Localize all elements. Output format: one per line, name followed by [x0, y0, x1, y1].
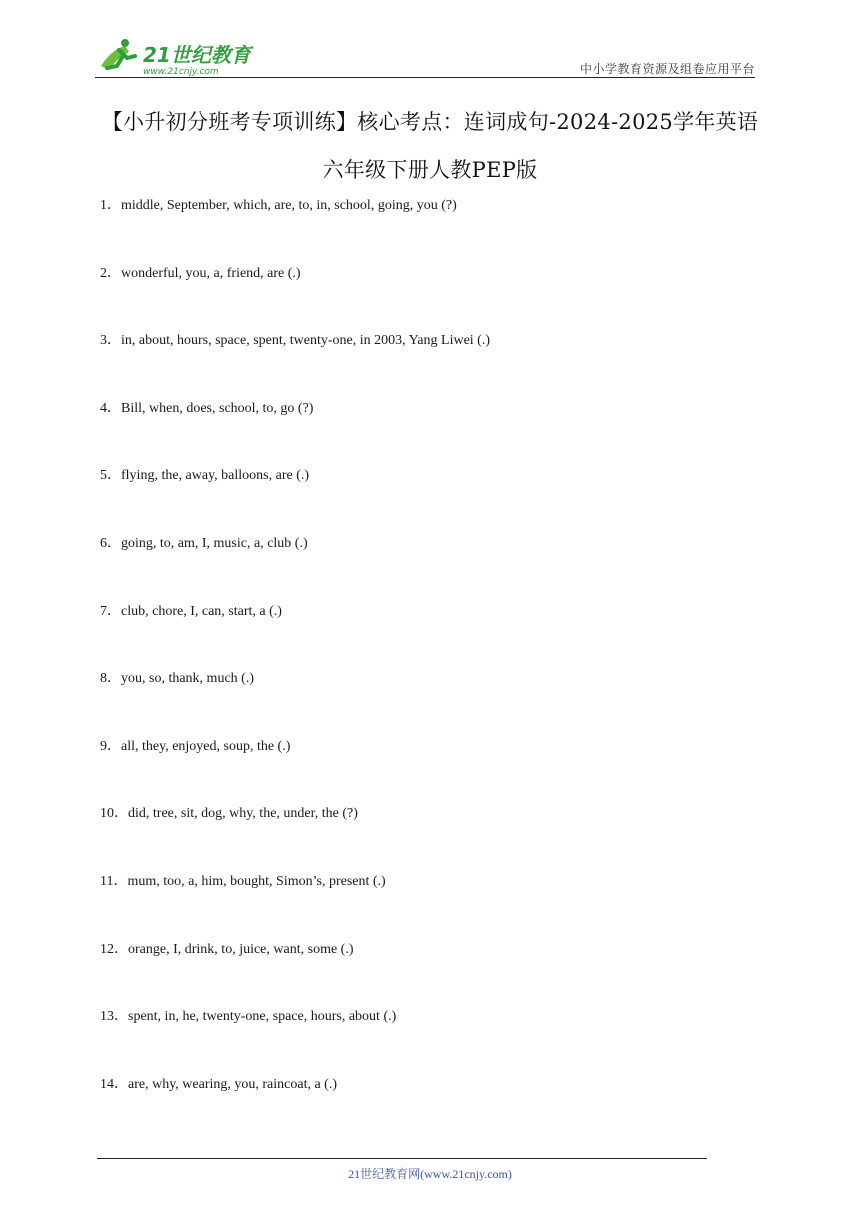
question-text: flying, the, away, balloons, are (.) — [121, 468, 310, 484]
question-item — [100, 804, 490, 872]
question-number: 2． — [100, 265, 121, 281]
question-item — [100, 737, 490, 805]
question-text: going, to, am, I, music, a, club (.) — [121, 535, 308, 551]
question-text: in, about, hours, space, spent, twenty-one, in 2003, Yang Liwei (.) — [121, 333, 490, 349]
question-item — [100, 399, 490, 467]
title-line-1: 【小升初分班考专项训练】核心考点：连词成句-2024-2025学年英语 — [101, 110, 759, 134]
header-tagline: 中小学教育资源及组卷应用平台 — [579, 62, 755, 76]
question-number: 12． — [100, 941, 128, 957]
question-number: 3． — [100, 333, 121, 349]
question-number: 7． — [100, 603, 121, 619]
question-text: middle, September, which, are, to, in, school, going, you (?) — [121, 198, 457, 213]
question-item — [100, 602, 490, 670]
question-text: wonderful, you, a, friend, are (.) — [121, 265, 301, 281]
question-number: 1． — [100, 198, 121, 213]
question-item — [100, 940, 490, 1008]
question-text: you, so, thank, much (.) — [121, 671, 254, 687]
question-text: spent, in, he, twenty-one, space, hours, about (.) — [128, 1009, 397, 1025]
question-item — [100, 331, 490, 399]
question-text: mum, too, a, him, bought, Simon’s, present (.) — [127, 873, 386, 889]
question-text: are, why, wearing, you, raincoat, a (.) — [128, 1076, 338, 1092]
runner-icon — [101, 39, 135, 70]
question-number: 4． — [100, 400, 121, 416]
header-divider — [95, 77, 755, 78]
question-text: club, chore, I, can, start, a (.) — [121, 603, 282, 619]
question-number: 10． — [100, 806, 128, 822]
question-item — [100, 534, 490, 602]
question-item — [100, 872, 490, 940]
question-list — [100, 196, 490, 1142]
question-text: did, tree, sit, dog, why, the, under, the (?) — [128, 806, 358, 822]
question-text: orange, I, drink, to, juice, want, some (.) — [128, 941, 354, 957]
question-text: Bill, when, does, school, to, go (?) — [121, 400, 314, 416]
question-item — [100, 196, 490, 264]
footer-divider — [97, 1158, 707, 1159]
logo-url: www.21cnjy.com — [143, 67, 219, 76]
site-logo — [95, 36, 265, 76]
question-item — [100, 1007, 490, 1075]
question-number: 13． — [100, 1009, 128, 1025]
question-item — [100, 669, 490, 737]
question-text: all, they, enjoyed, soup, the (.) — [121, 738, 291, 754]
document-title — [60, 98, 800, 194]
question-number: 14． — [100, 1076, 128, 1092]
question-number: 8． — [100, 671, 121, 687]
svg-text:21世纪教育: 21世纪教育 — [143, 43, 251, 67]
footer-link[interactable]: 21世纪教育网(www.21cnjy.com) — [348, 1167, 512, 1181]
question-number: 6． — [100, 535, 121, 551]
title-line-2: 六年级下册人教PEP版 — [322, 158, 538, 182]
question-item — [100, 264, 490, 332]
question-number: 5． — [100, 468, 121, 484]
question-number: 9． — [100, 738, 121, 754]
question-number: 11． — [100, 873, 128, 889]
question-item — [100, 1075, 490, 1143]
page-header — [95, 32, 755, 78]
question-item — [100, 466, 490, 534]
